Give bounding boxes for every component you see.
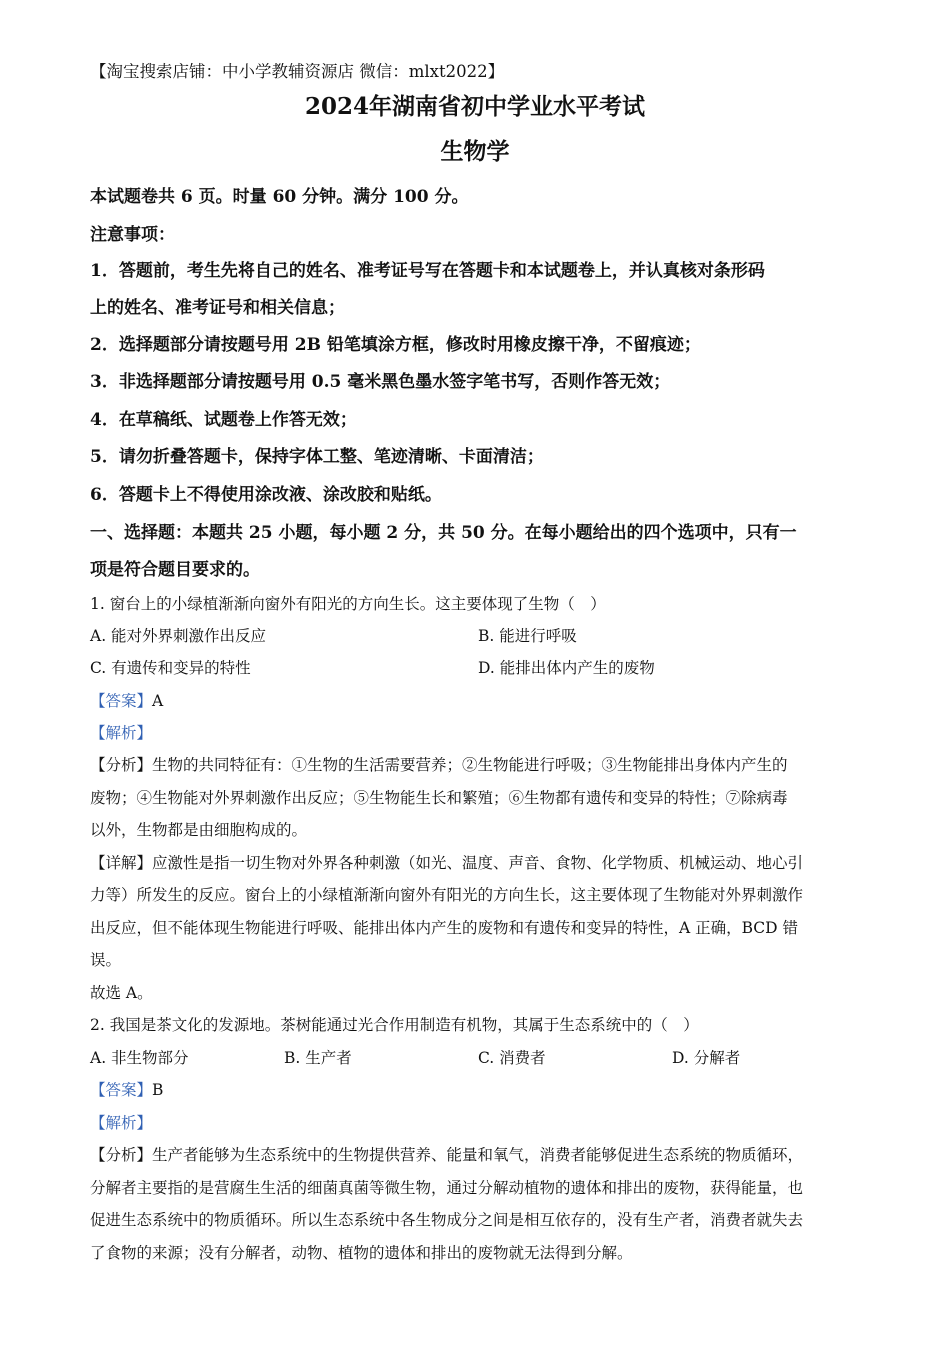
q1-detail-line: 力等）所发生的反应。窗台上的小绿植渐渐向窗外有阳光的方向生长，这主要体现了生物能对外界刺激作	[90, 886, 804, 904]
q1-answer-value: A	[152, 692, 164, 710]
note-line: 上的姓名、准考证号和相关信息；	[90, 298, 345, 318]
answer-tag: 【答案】	[90, 692, 153, 710]
q2-option-a: A. 非生物部分	[90, 1049, 189, 1067]
q1-options-row2	[90, 656, 870, 678]
q1-detail-line: 误。	[90, 951, 122, 969]
section-heading-cont: 项是符合题目要求的。	[90, 560, 260, 580]
q1-jiexi-tag: 【解析】	[90, 724, 153, 742]
answer-tag: 【答案】	[90, 1081, 153, 1099]
q1-option-c: C. 有遗传和变异的特性	[90, 659, 251, 677]
note-line: 6．答题卡上不得使用涂改液、涂改胶和贴纸。	[90, 485, 442, 505]
q1-option-b: B. 能进行呼吸	[478, 627, 577, 645]
analysis-tag: 【分析】	[90, 756, 153, 774]
note-line: 1．答题前，考生先将自己的姓名、准考证号写在答题卡和本试题卷上，并认真核对条形码	[90, 261, 765, 281]
q1-options-row1	[90, 624, 870, 646]
analysis-text: 生物的共同特征有：①生物的生活需要营养；②生物能进行呼吸；③生物能排出身体内产生的	[152, 756, 788, 774]
section-heading: 一、选择题：本题共 25 小题，每小题 2 分，共 50 分。在每小题给出的四个选项中，只有一	[90, 523, 797, 543]
q1-detail-line	[90, 851, 803, 873]
q2-option-d: D. 分解者	[672, 1049, 741, 1067]
notes-heading: 注意事项：	[90, 225, 175, 245]
detail-text: 应激性是指一切生物对外界各种刺激（如光、温度、声音、食物、化学物质、机械运动、地心引	[152, 854, 804, 872]
q2-analysis-line	[90, 1143, 803, 1165]
exam-subject: 生物学	[440, 138, 510, 165]
q2-option-b: B. 生产者	[284, 1049, 352, 1067]
analysis-text: 生产者能够为生态系统中的生物提供营养、能量和氧气，消费者能够促进生态系统的物质循环，	[152, 1146, 804, 1164]
q1-option-d: D. 能排出体内产生的废物	[478, 659, 655, 677]
note-line: 5．请勿折叠答题卡，保持字体工整、笔迹清晰、卡面清洁；	[90, 447, 544, 467]
q1-analysis-line	[90, 753, 788, 775]
q2-option-c: C. 消费者	[478, 1049, 546, 1067]
detail-tag: 【详解】	[90, 854, 153, 872]
q1-answer	[90, 689, 163, 711]
q2-stem: 2. 我国是茶文化的发源地。茶树能通过光合作用制造有机物，其属于生态系统中的（ ）	[90, 1016, 699, 1034]
q2-analysis-line: 促进生态系统中的物质循环。所以生态系统中各生物成分之间是相互依存的，没有生产者，消费者就失去	[90, 1211, 804, 1229]
note-line: 4．在草稿纸、试题卷上作答无效；	[90, 410, 357, 430]
q1-detail-line: 出反应，但不能体现生物能进行呼吸、能排出体内产生的废物和有遗传和变异的特性，A 正确，BCD 错	[90, 919, 799, 937]
note-line: 2．选择题部分请按题号用 2B 铅笔填涂方框，修改时用橡皮擦干净，不留痕迹；	[90, 335, 701, 355]
q2-jiexi-tag: 【解析】	[90, 1114, 153, 1132]
exam-intro: 本试题卷共 6 页。时量 60 分钟。满分 100 分。	[90, 187, 469, 207]
analysis-tag: 【分析】	[90, 1146, 153, 1164]
q2-analysis-line: 了食物的来源；没有分解者，动物、植物的遗体和排出的废物就无法得到分解。	[90, 1244, 633, 1262]
exam-title: 2024年湖南省初中学业水平考试	[304, 93, 645, 120]
q1-option-a: A. 能对外界刺激作出反应	[90, 627, 267, 645]
q1-stem: 1. 窗台上的小绿植渐渐向窗外有阳光的方向生长。这主要体现了生物（ ）	[90, 595, 606, 613]
q2-answer	[90, 1078, 163, 1100]
q1-analysis-line: 以外，生物都是由细胞构成的。	[90, 821, 308, 839]
q1-choose: 故选 A。	[90, 984, 153, 1002]
note-line: 3．非选择题部分请按题号用 0.5 毫米黑色墨水签字笔书写，否则作答无效；	[90, 372, 671, 392]
shop-header: 【淘宝搜索店铺：中小学教辅资源店 微信：mlxt2022】	[90, 62, 505, 81]
q1-analysis-line: 废物；④生物能对外界刺激作出反应；⑤生物能生长和繁殖；⑥生物都有遗传和变异的特性；⑦除病毒	[90, 789, 788, 807]
q2-analysis-line: 分解者主要指的是营腐生生活的细菌真菌等微生物，通过分解动植物的遗体和排出的废物，获得能量，也	[90, 1179, 804, 1197]
q2-answer-value: B	[152, 1081, 164, 1099]
